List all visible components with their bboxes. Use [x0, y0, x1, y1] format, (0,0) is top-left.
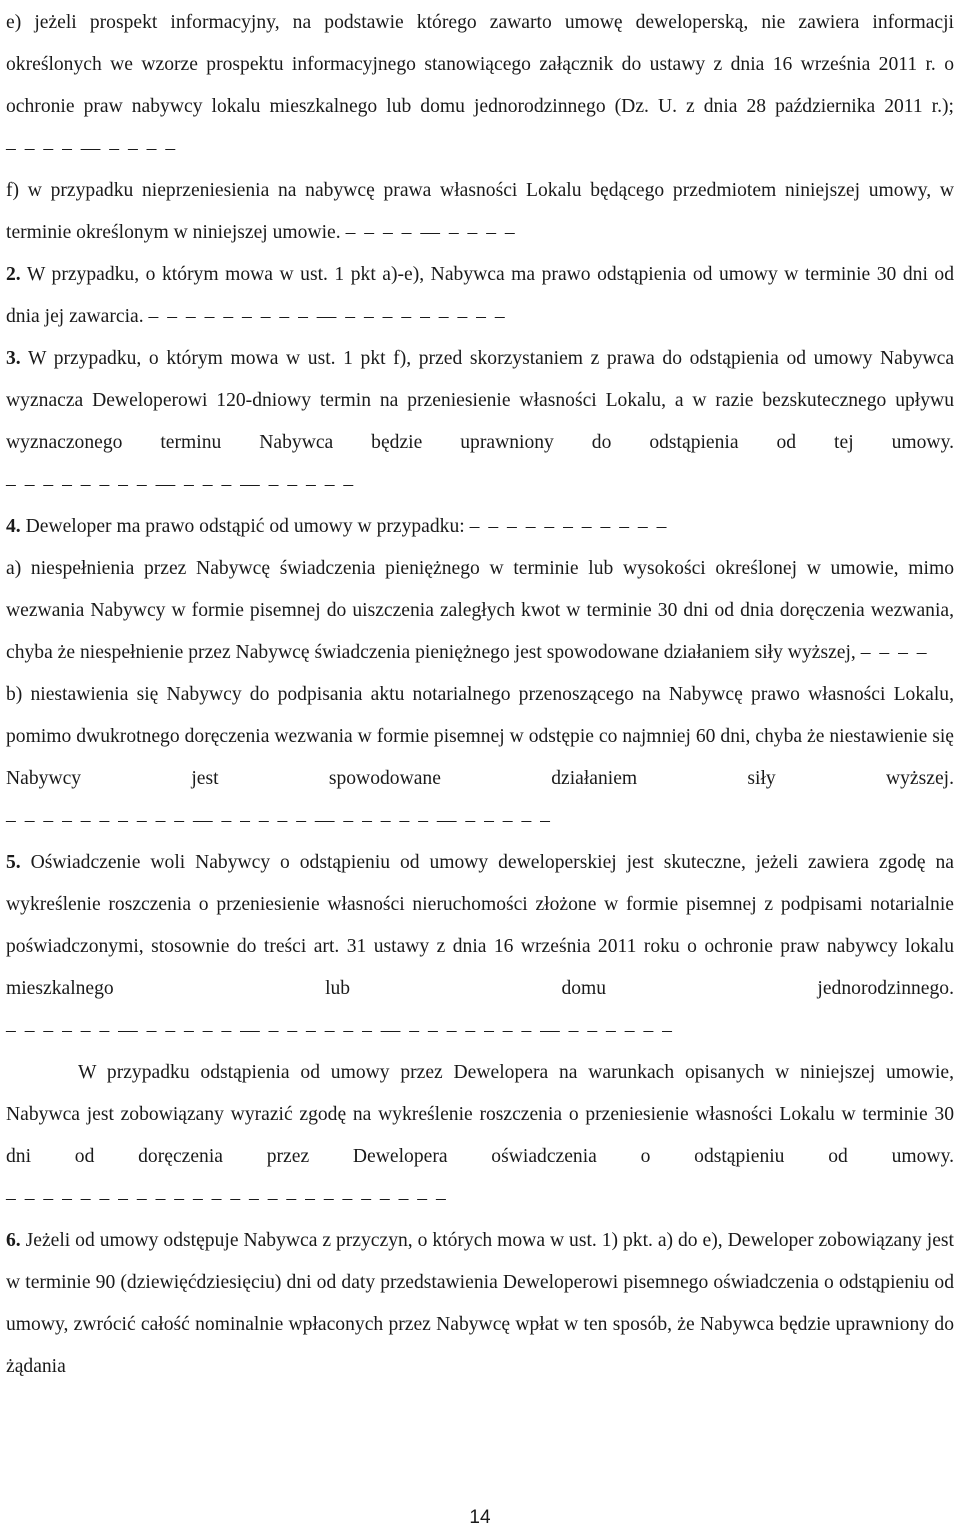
paragraph-f	[6, 170, 954, 254]
page-number: 14	[469, 1507, 491, 1528]
paragraph-text: f) w przypadku nieprzeniesienia na nabywcę prawa własności Lokalu będącego przedmiotem niniejszej umowy, w terminie określonym w niniejszej umowie.	[6, 180, 954, 243]
paragraph-e	[6, 2, 954, 170]
filler-dashes: – – – – – – – – — – – – — – – – – –	[6, 474, 356, 495]
paragraph-5-continuation	[6, 1052, 954, 1220]
filler-dashes: – – – – – – – – – – — – – – – – — – – – – – — – – – – –	[6, 810, 552, 831]
paragraph-number: 6.	[6, 1230, 21, 1251]
paragraph-number: 2.	[6, 264, 21, 285]
filler-dashes: – – – – – – – – – – – – – – – – – – – – – – – –	[6, 1188, 448, 1209]
paragraph-text: Deweloper ma prawo odstąpić od umowy w przypadku:	[25, 516, 465, 537]
paragraph-text: W przypadku, o którym mowa w ust. 1 pkt f), przed skorzystaniem z prawa do odstąpienia od umowy Nabywca wyznacza Deweloperowi 120-dniowy termin na przeniesienie własności Lokalu, a w razie bezskutecznego upływu wyznaczonego terminu Nabywca będzie uprawniony do odstąpienia od tej umowy.	[6, 348, 955, 453]
filler-dashes: – – – – — – – – –	[345, 222, 517, 243]
filler-dashes: – – – – – – – – – — – – – – – – – – –	[148, 306, 507, 327]
paragraph-5	[6, 842, 954, 1052]
paragraph-6	[6, 1220, 954, 1388]
filler-dashes: – – – – – – – – – – –	[469, 516, 669, 537]
paragraph-4	[6, 506, 954, 548]
paragraph-number: 3.	[6, 348, 21, 369]
paragraph-text: Oświadczenie woli Nabywcy o odstąpieniu od umowy deweloperskiej jest skuteczne, jeżeli zawiera zgodę na wykreślenie roszczenia o przeniesienie własności nieruchomości złożone w formie pisemnej z podpisami notarialnie poświadczonymi, stosownie do treści art. 31 ustawy z dnia 16 września 2011 roku o ochronie praw nabywcy lokalu mieszkalnego lub domu jednorodzinnego.	[6, 852, 954, 999]
document-page	[6, 0, 954, 1388]
filler-dashes: – – – –	[860, 642, 929, 663]
filler-dashes: – – – – – – — – – – – – — – – – – – – — – – – – – – – — – – – – – –	[6, 1020, 674, 1041]
paragraph-text: b) niestawienia się Nabywcy do podpisania aktu notarialnego przenoszącego na Nabywcę prawo własności Lokalu, pomimo dwukrotnego doręczenia wezwania w formie pisemnej w odstępie co najmniej 60 dni, chyba że niestawienie się Nabywcy jest spowodowane działaniem siły wyższej.	[6, 684, 954, 789]
paragraph-text: W przypadku odstąpienia od umowy przez Dewelopera na warunkach opisanych w niniejszej umowie, Nabywca jest zobowiązany wyrazić zgodę na wykreślenie roszczenia o przeniesienie własności Lokalu w terminie 30 dni od doręczenia przez Dewelopera oświadczenia o odstąpieniu od umowy.	[6, 1062, 954, 1167]
paragraph-number: 4.	[6, 516, 21, 537]
paragraph-4b	[6, 674, 954, 842]
paragraph-text: W przypadku, o którym mowa w ust. 1 pkt a)-e), Nabywca ma prawo odstąpienia od umowy w terminie 30 dni od dnia jej zawarcia.	[6, 264, 954, 327]
paragraph-3	[6, 338, 954, 506]
paragraph-number: 5.	[6, 852, 21, 873]
paragraph-text: e) jeżeli prospekt informacyjny, na podstawie którego zawarto umowę deweloperską, nie zawiera informacji określonych we wzorze prospektu informacyjnego stanowiącego załącznik do ustawy z dnia 16 września 2011 r. o ochronie praw nabywcy lokalu mieszkalnego lub domu jednorodzinnego (Dz. U. z dnia 28 października 2011 r.);	[6, 12, 954, 117]
paragraph-text: Jeżeli od umowy odstępuje Nabywca z przyczyn, o których mowa w ust. 1) pkt. a) do e), Deweloper zobowiązany jest w terminie 90 (dziewięćdziesięciu) dni od daty przedstawienia Deweloperowi pisemnego oświadczenia o odstąpieniu od umowy, zwrócić całość nominalnie wpłaconych przez Nabywcę wpłat w ten sposób, że Nabywca będzie uprawniony do żądania	[6, 1230, 954, 1377]
paragraph-text: a) niespełnienia przez Nabywcę świadczenia pieniężnego w terminie lub wysokości określonej w umowie, mimo wezwania Nabywcy w formie pisemnej do uiszczenia zaległych kwot w terminie 30 dni od dnia doręczenia wezwania, chyba że niespełnienie przez Nabywcę świadczenia pieniężnego jest spowodowane działaniem siły wyższej,	[6, 558, 954, 663]
filler-dashes: – – – – — – – – –	[6, 138, 178, 159]
paragraph-4a	[6, 548, 954, 674]
paragraph-2	[6, 254, 954, 338]
